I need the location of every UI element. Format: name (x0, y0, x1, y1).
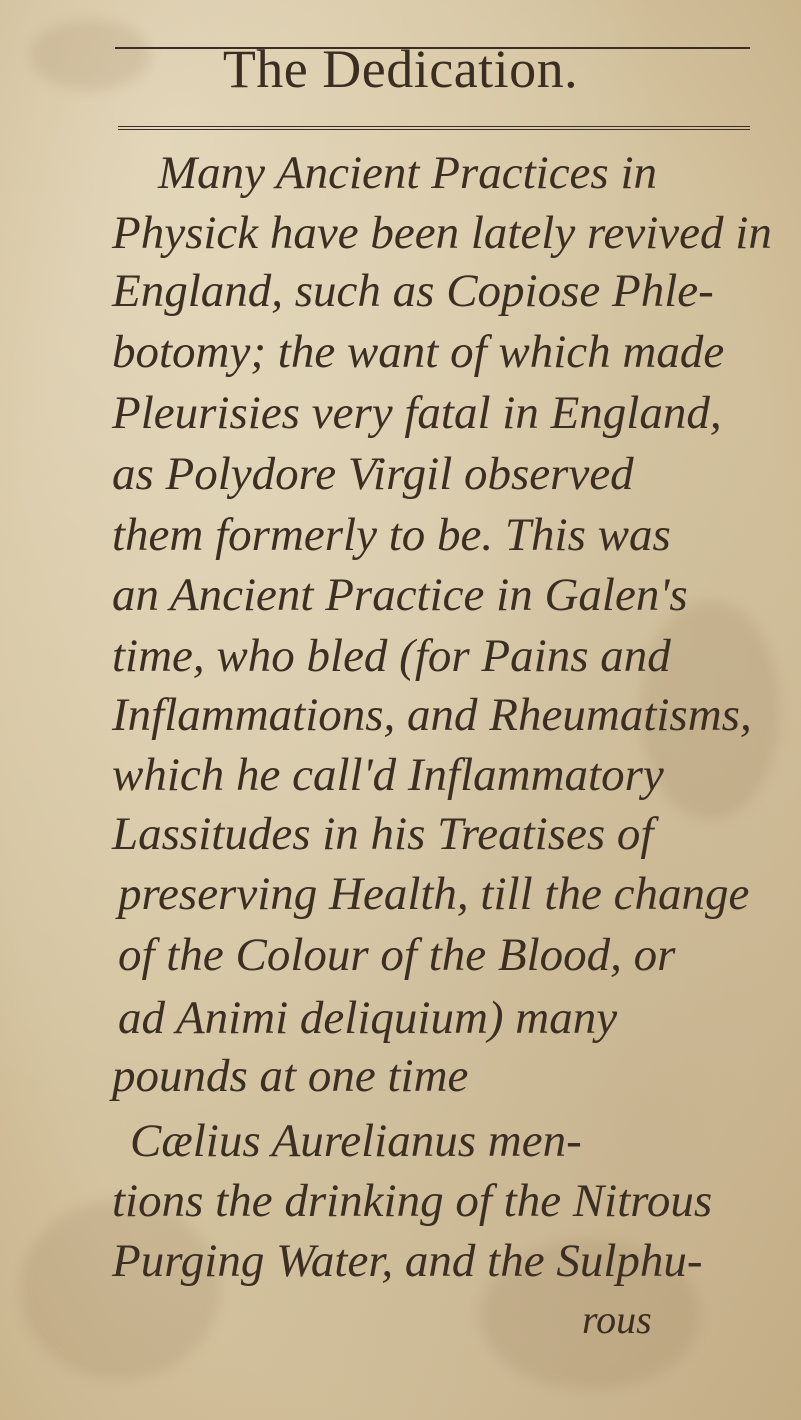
text-line: Lassitudes in his Treatises of (112, 808, 654, 860)
text-line: Cælius Aurelianus men- (130, 1115, 582, 1167)
text-line: Physick have been lately revived in (112, 207, 772, 259)
text-line: rous (582, 1297, 652, 1342)
text-line: botomy; the want of which made (112, 326, 725, 378)
text-line: as Polydore Virgil observed (112, 448, 634, 500)
text-line: Many Ancient Practices in (158, 147, 658, 199)
text-line: Purging Water, and the Sulphu- (112, 1235, 703, 1287)
text-line: ad Animi deliquium) many (118, 992, 618, 1044)
text-line: time, who bled (for Pains and (112, 630, 671, 682)
text-line: of the Colour of the Blood, or (118, 929, 676, 981)
text-line: preserving Health, till the change (118, 868, 750, 920)
text-line: which he call'd Inflammatory (112, 749, 664, 801)
text-line: them formerly to be. This was (112, 509, 671, 561)
text-line: Pleurisies very fatal in England, (112, 387, 722, 439)
text-line: an Ancient Practice in Galen's (112, 569, 688, 621)
text-line: Inflammations, and Rheumatisms, (112, 689, 752, 741)
text-line: tions the drinking of the Nitrous (112, 1175, 713, 1227)
text-line: pounds at one time (112, 1050, 469, 1102)
running-title: The Dedication. (222, 39, 579, 99)
text-line: England, such as Copiose Phle- (112, 265, 714, 317)
